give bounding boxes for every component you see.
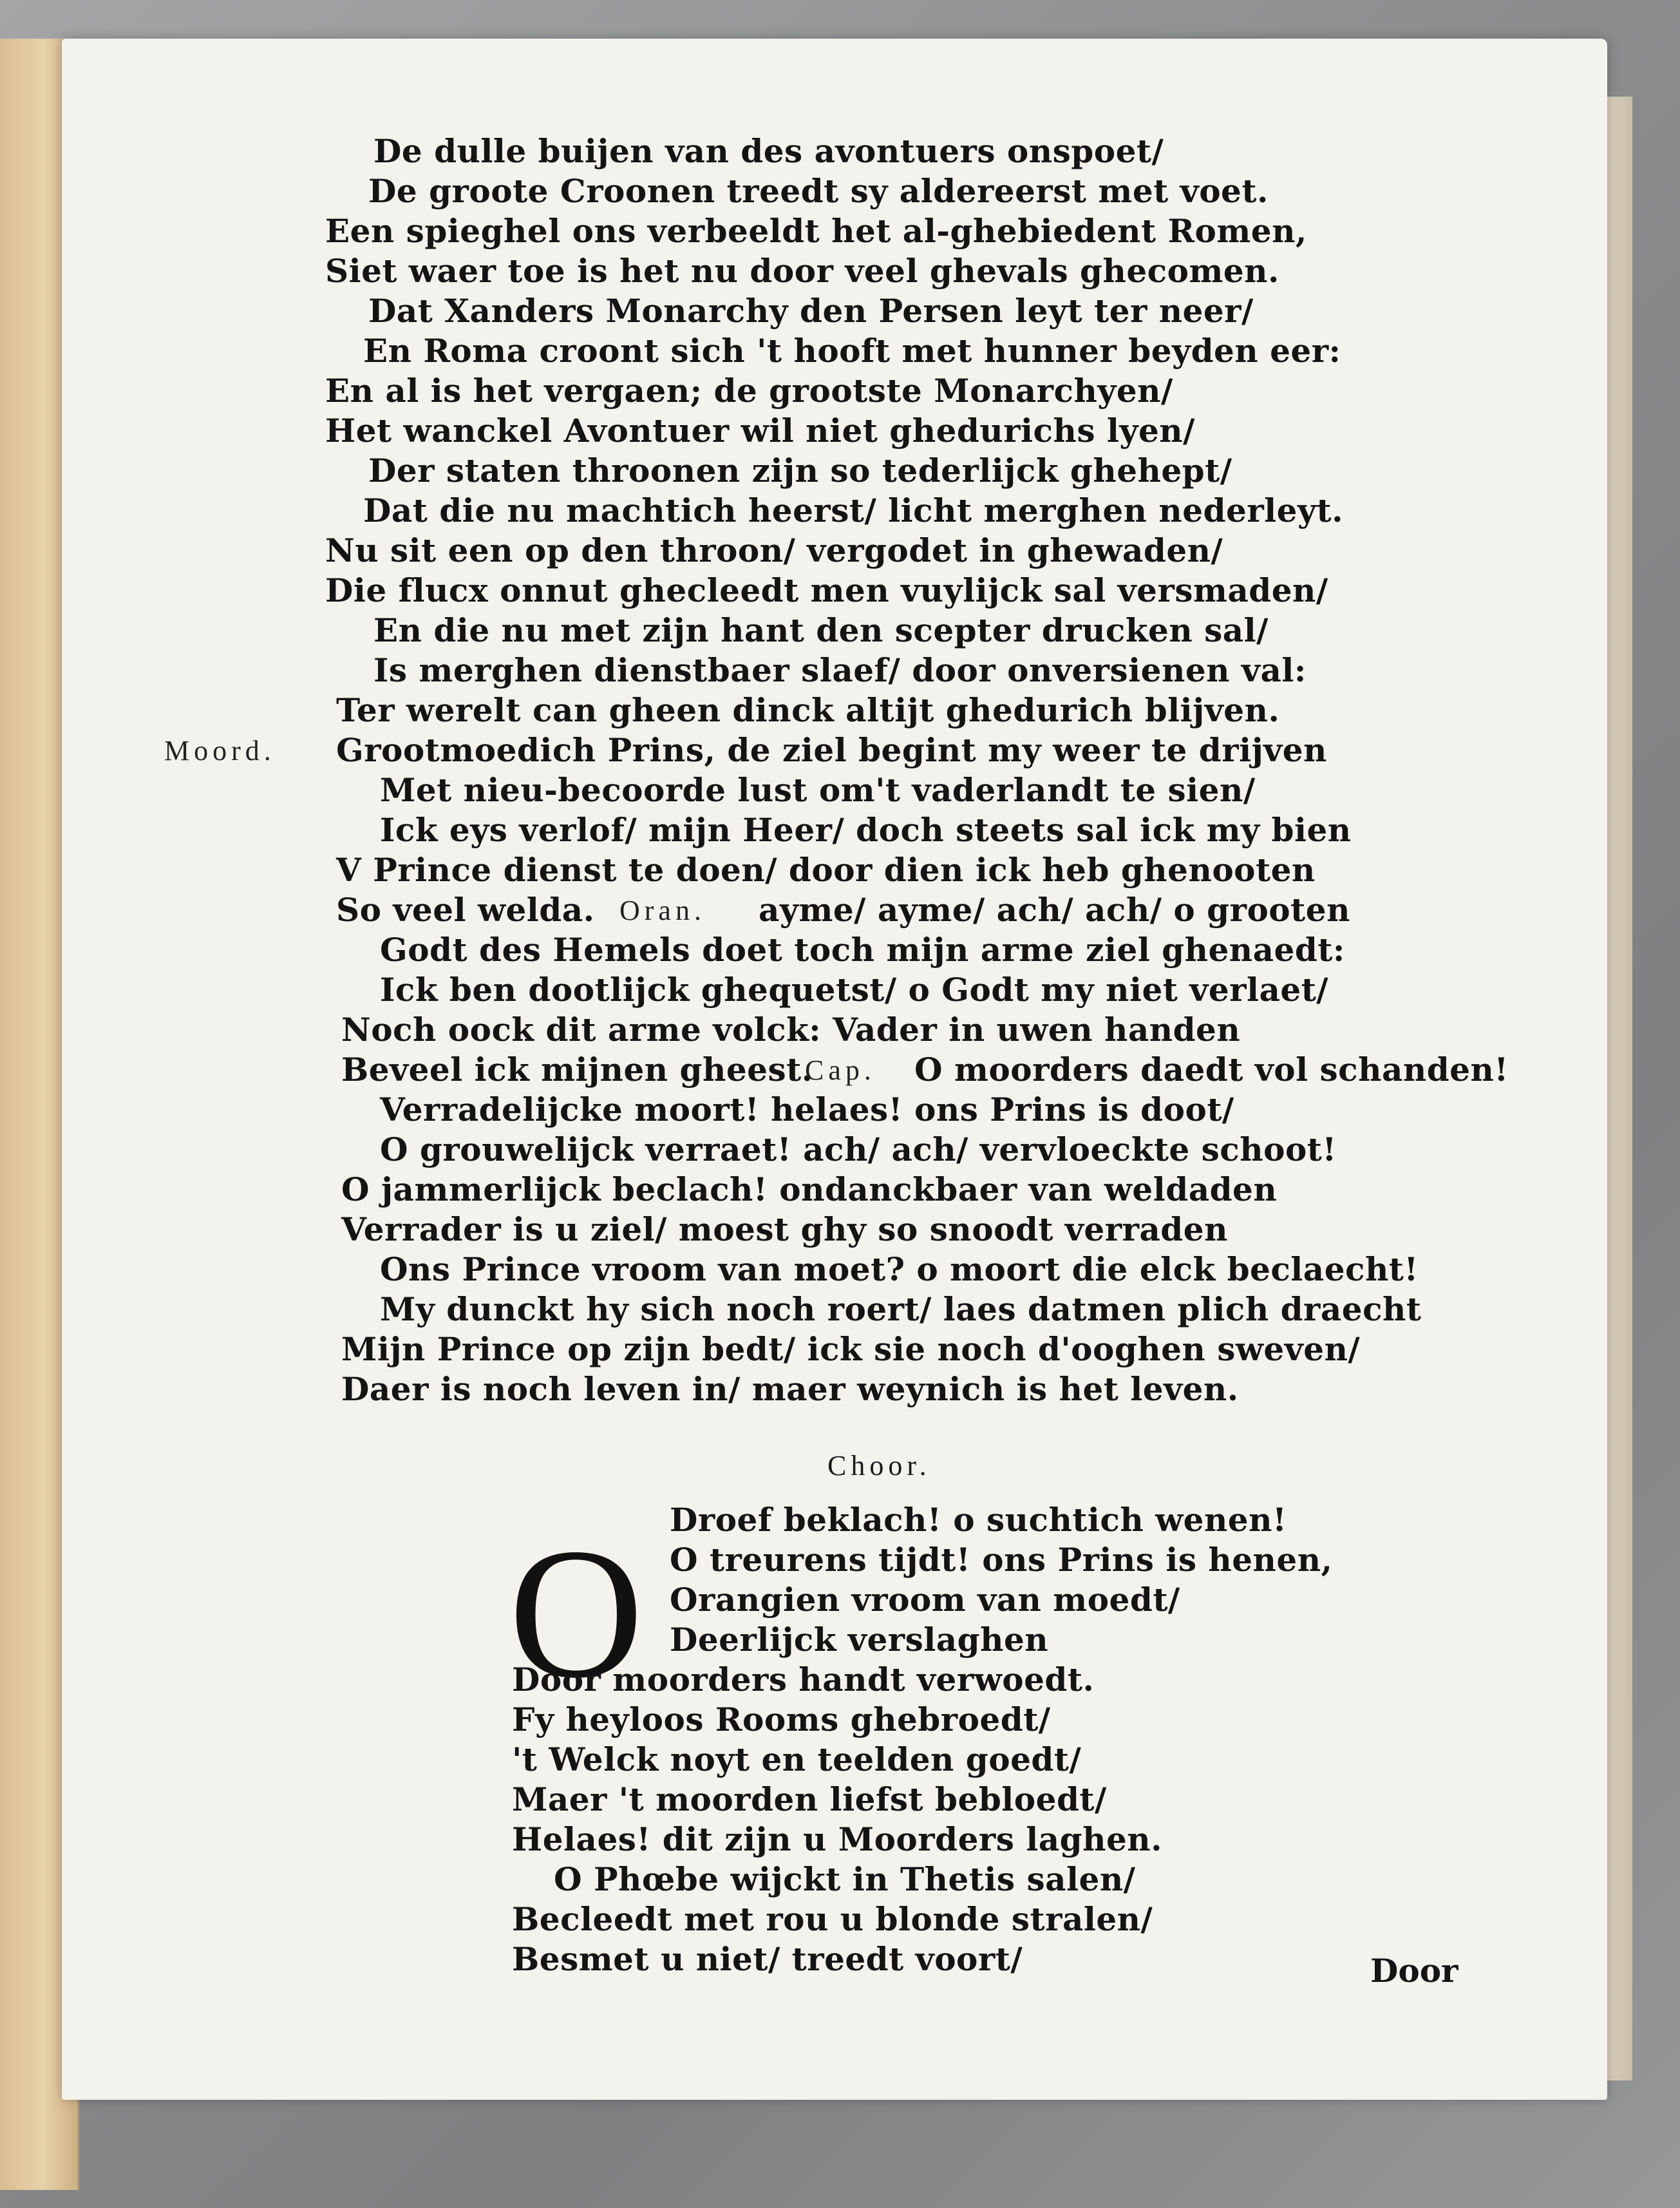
verse-line: Mijn Prince op zijn bedt/ ick sie noch d'ooghen sweven/: [341, 1330, 1361, 1368]
chorus-line: O treurens tijdt! ons Prins is henen,: [670, 1541, 1333, 1579]
verse-line: My dunckt hy sich noch roert/ laes datmen plich draecht: [380, 1290, 1422, 1328]
verse-line: V Prince dienst te doen/ door dien ick heb ghenooten: [336, 851, 1316, 889]
chorus-line: 't Welck noyt en teelden goedt/: [512, 1740, 1082, 1778]
verse-line: En die nu met zijn hant den scepter drucken sal/: [373, 611, 1269, 649]
verse-line: Ick eys verlof/ mijn Heer/ doch steets sal ick my bien: [380, 811, 1352, 849]
chorus-line: Door moorders handt verwoedt.: [512, 1661, 1095, 1699]
verse-line: Der staten throonen zijn so tederlijck ghehept/: [368, 452, 1232, 490]
speaker-label-moord: Moord.: [164, 735, 276, 766]
verse-line: Verrader is u ziel/ moest ghy so snoodt verraden: [341, 1210, 1228, 1248]
verse-line: En al is het vergaen; de grootste Monarchyen/: [325, 372, 1173, 410]
verse-line: So veel welda.: [336, 891, 595, 929]
chorus-heading: Choor.: [827, 1450, 931, 1481]
verse-line: Dat Xanders Monarchy den Persen leyt ter neer/: [368, 292, 1254, 330]
chorus-line: Becleedt met rou u blonde stralen/: [512, 1900, 1153, 1938]
verse-line: Beveel ick mijnen gheest.: [341, 1051, 813, 1089]
verse-line: Het wanckel Avontuer wil niet ghedurichs lyen/: [325, 412, 1195, 450]
verse-line: En Roma croont sich 't hooft met hunner beyden eer:: [363, 332, 1341, 370]
verse-line: Noch oock dit arme volck: Vader in uwen handen: [341, 1011, 1241, 1049]
verse-line: Nu sit een op den throon/ vergodet in ghewaden/: [325, 531, 1223, 569]
verse-line: Ick ben dootlijck ghequetst/ o Godt my niet verlaet/: [380, 971, 1329, 1009]
verse-line: Ons Prince vroom van moet? o moort die elck beclaecht!: [380, 1250, 1419, 1288]
chorus-line: Deerlijck verslaghen: [670, 1621, 1049, 1659]
verse-line: De groote Croonen treedt sy aldereerst met voet.: [368, 172, 1269, 210]
chorus-line: Maer 't moorden liefst bebloedt/: [512, 1780, 1107, 1818]
verse-line: Die flucx onnut ghecleedt men vuylijck sal versmaden/: [325, 571, 1328, 609]
chorus-line: Droef beklach! o suchtich wenen!: [670, 1501, 1287, 1539]
verse-line: Met nieu-becoorde lust om't vaderlandt te sien/: [380, 771, 1256, 809]
verse-line: De dulle buijen van des avontuers onspoet/: [373, 132, 1164, 170]
speaker-label-oran: Oran.: [619, 895, 706, 926]
verse-line: Ter werelt can gheen dinck altijt ghedurich blijven.: [336, 691, 1280, 729]
chorus-line: Besmet u niet/ treedt voort/: [512, 1940, 1023, 1978]
verse-line: Dat die nu machtich heerst/ licht merghen nederleyt.: [363, 491, 1344, 529]
speaker-label-cap: Cap.: [805, 1054, 876, 1086]
drop-cap: O: [509, 1510, 644, 1717]
chorus-line: Orangien vroom van moedt/: [670, 1581, 1180, 1619]
verse-line: Daer is noch leven in/ maer weynich is het leven.: [341, 1370, 1239, 1408]
catchword: Door: [1370, 1952, 1458, 1990]
verse-line: ayme/ ayme/ ach/ ach/ o grooten: [759, 891, 1350, 929]
verse-line: O grouwelijck verraet! ach/ ach/ vervloeckte schoot!: [380, 1130, 1337, 1168]
verse-line: Is merghen dienstbaer slaef/ door onversienen val:: [373, 651, 1307, 689]
verse-line: Een spieghel ons verbeeldt het al-ghebiedent Romen,: [325, 212, 1307, 250]
verse-line: O moorders daedt vol schanden!: [914, 1051, 1509, 1089]
chorus-line: O Phœbe wijckt in Thetis salen/: [554, 1860, 1136, 1898]
chorus-line: Helaes! dit zijn u Moorders laghen.: [512, 1820, 1163, 1858]
chorus-line: Fy heyloos Rooms ghebroedt/: [512, 1700, 1051, 1738]
verse-line: Grootmoedich Prins, de ziel begint my weer te drijven: [336, 731, 1327, 769]
verse-line: Verradelijcke moort! helaes! ons Prins is doot/: [380, 1090, 1234, 1128]
verse-line: O jammerlijck beclach! ondanckbaer van weldaden: [341, 1170, 1278, 1208]
verse-line: Siet waer toe is het nu door veel ghevals ghecomen.: [325, 252, 1279, 290]
verse-line: Godt des Hemels doet toch mijn arme ziel ghenaedt:: [380, 931, 1345, 969]
